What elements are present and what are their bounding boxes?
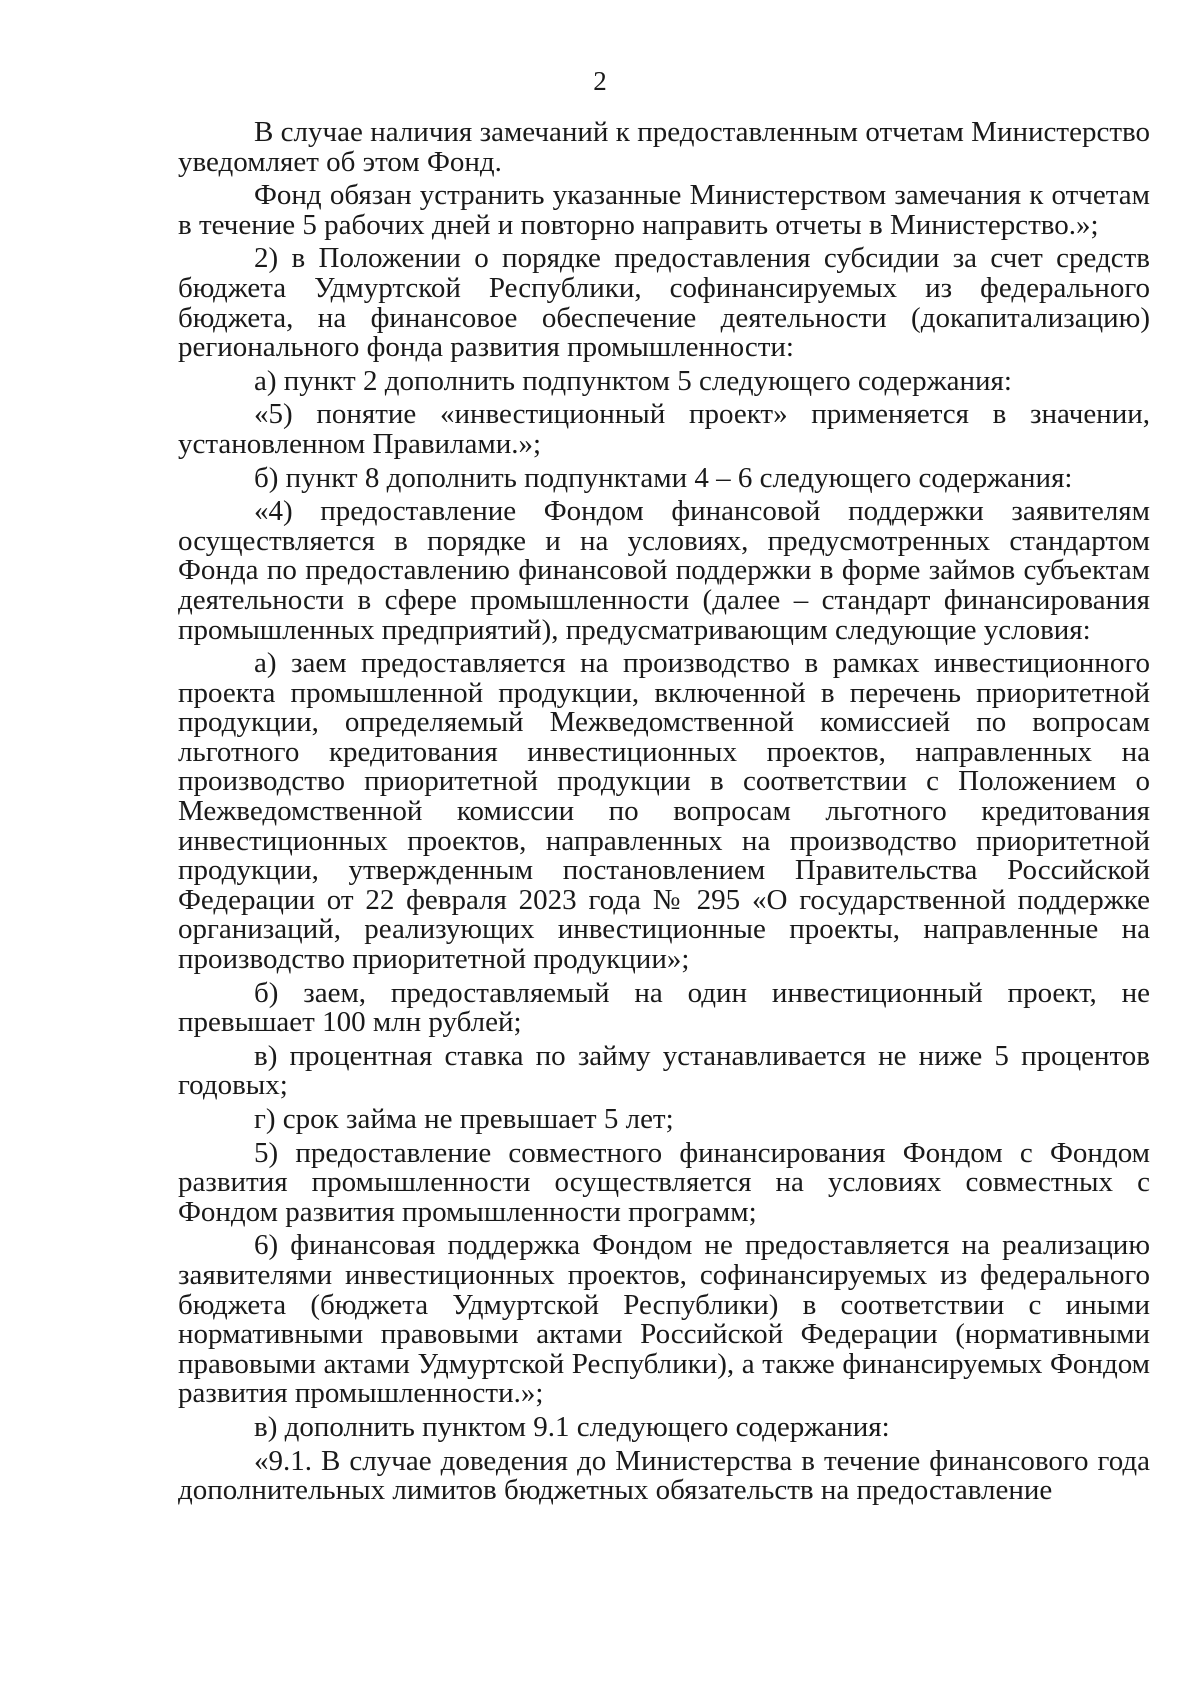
paragraph: в) дополнить пунктом 9.1 следующего содержания: bbox=[254, 1410, 890, 1443]
paragraph: г) срок займа не превышает 5 лет; bbox=[254, 1103, 674, 1135]
paragraph: б) заем, предоставляемый на один инвестиционный проект, не превышает 100 млн рублей; bbox=[178, 976, 1150, 1039]
paragraph: в) процентная ставка по займу устанавливается не ниже 5 процентов годовых; bbox=[178, 1039, 1150, 1102]
paragraph: «5) понятие «инвестиционный проект» применяется в значении, установленном Правилами.»; bbox=[178, 398, 1150, 460]
paragraph: В случае наличия замечаний к предоставленным отчетам Министерство уведомляет об этом Фонд. bbox=[178, 116, 1150, 178]
paragraph: Фонд обязан устранить указанные Министерством замечания к отчетам в течение 5 рабочих дней и повторно направить отчеты в Министерство.»; bbox=[178, 179, 1150, 241]
paragraph: 5) предоставление совместного финансирования Фондом с Фондом развития промышленности осуществляется на условиях совместных с Фондом развития промышленности программ; bbox=[178, 1136, 1150, 1228]
paragraph: а) заем предоставляется на производство в рамках инвестиционного проекта промышленной продукции, включенной в перечень приоритетной продукции, определяемый Межведомственной комиссией по вопросам льготного кредитования инвестиционных проектов, направленных на производство приоритетной продукции в соответствии с Положением о Межведомственной комиссии по вопросам льготного кредитования инвестиционных проектов, направленных на производство приоритетной продукции, утвержденным постановлением Правительства Российской Федерации от 22 февраля 2023 года № 295 «О государственной поддержке организаций, реализующих инвестиционные проекты, направленные на производство приоритетной продукции»; bbox=[178, 647, 1150, 976]
paragraph: 2) в Положении о порядке предоставления субсидии за счет средств бюджета Удмуртской Республики, софинансируемых из федерального бюджета, на финансовое обеспечение деятельности (докапитализацию) регионального фонда развития промышленности: bbox=[178, 242, 1150, 364]
paragraph: б) пункт 8 дополнить подпунктами 4 – 6 следующего содержания: bbox=[254, 461, 1073, 494]
paragraph: «9.1. В случае доведения до Министерства в течение финансового года дополнительных лимитов бюджетных обязательств на предоставление bbox=[178, 1444, 1150, 1507]
paragraph: «4) предоставление Фондом финансовой поддержки заявителям осуществляется в порядке и на условиях, предусмотренных стандартом Фонда по предоставлению финансовой поддержки в форме займов субъектам деятельности в сфере промышленности (далее – стандарт финансирования промышленных предприятий), предусматривающим следующие условия: bbox=[178, 495, 1150, 646]
page-number: 2 bbox=[593, 66, 607, 96]
paragraph: а) пункт 2 дополнить подпунктом 5 следующего содержания: bbox=[254, 364, 1012, 397]
paragraph: 6) финансовая поддержка Фондом не предоставляется на реализацию заявителями инвестиционных проектов, софинансируемых из федерального бюджета (бюджета Удмуртской Республики) в соответствии с иными нормативными правовыми актами Российской Федерации (нормативными правовыми актами Удмуртской Республики), а также финансируемых Фондом развития промышленности.»; bbox=[178, 1229, 1150, 1410]
document-body bbox=[178, 118, 1150, 1506]
